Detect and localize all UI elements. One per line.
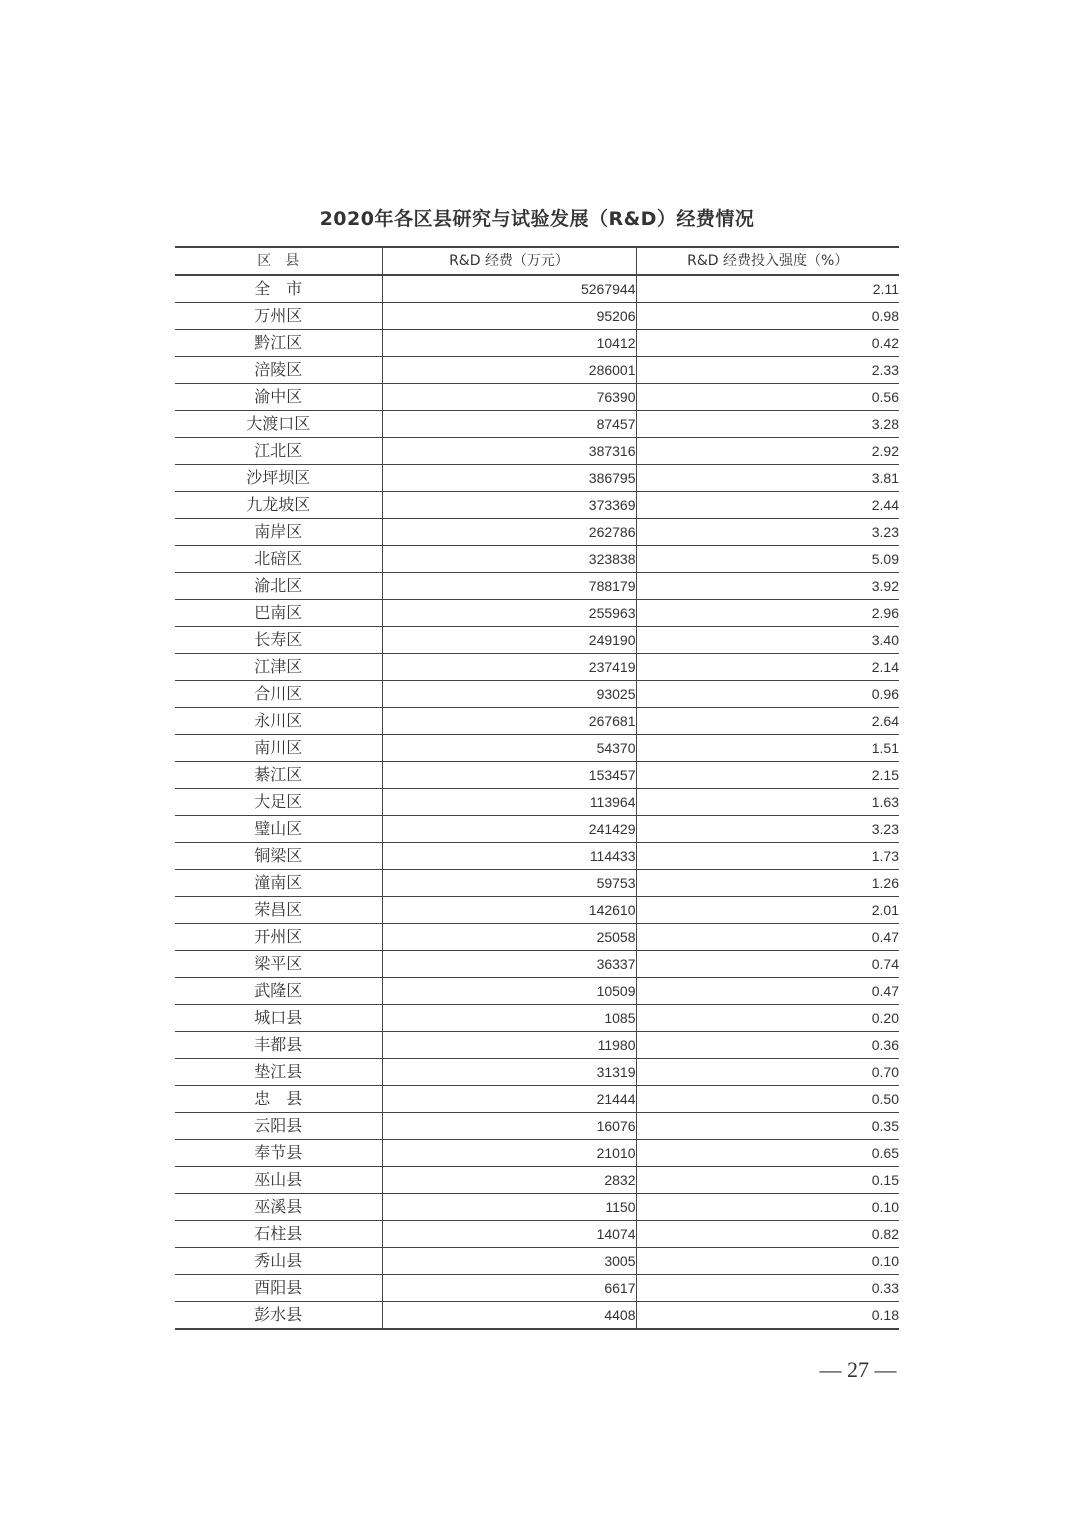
district-name-cell: 武隆区: [254, 981, 303, 1000]
table-row: [175, 519, 899, 546]
funding-cell: 31319: [382, 1059, 636, 1086]
funding-cell: 59753: [382, 870, 636, 897]
table-row: [175, 1302, 899, 1330]
table-row: [175, 465, 899, 492]
table-row: [175, 1086, 899, 1113]
intensity-cell: 0.10: [636, 1248, 899, 1275]
table-row: [175, 762, 899, 789]
funding-cell: 114433: [382, 843, 636, 870]
funding-cell: 387316: [382, 438, 636, 465]
table-row: [175, 897, 899, 924]
district-name-cell: 南岸区: [254, 522, 303, 541]
table-header-row: [175, 247, 899, 275]
intensity-cell: 0.36: [636, 1032, 899, 1059]
funding-cell: 87457: [382, 411, 636, 438]
table-row: [175, 870, 899, 897]
rd-funding-table: [175, 246, 899, 1330]
table-body: [175, 275, 899, 1329]
table-row: [175, 789, 899, 816]
column-header-intensity: R&D 经费投入强度（%）: [636, 247, 899, 275]
table-row: [175, 411, 899, 438]
district-name-cell: 九龙坡区: [246, 495, 311, 514]
intensity-cell: 0.33: [636, 1275, 899, 1302]
table-row: [175, 303, 899, 330]
table-row: [175, 1140, 899, 1167]
funding-cell: 113964: [382, 789, 636, 816]
table-row: [175, 573, 899, 600]
table-row: [175, 357, 899, 384]
funding-cell: 16076: [382, 1113, 636, 1140]
table-row: [175, 330, 899, 357]
funding-cell: 255963: [382, 600, 636, 627]
district-name-cell: 万州区: [254, 306, 303, 325]
table-row: [175, 275, 899, 303]
intensity-cell: 0.15: [636, 1167, 899, 1194]
district-name-cell: 沙坪坝区: [246, 468, 311, 487]
district-name-cell: 垫江县: [254, 1062, 303, 1081]
funding-cell: 153457: [382, 762, 636, 789]
table-row: [175, 816, 899, 843]
funding-cell: 3005: [382, 1248, 636, 1275]
funding-cell: 54370: [382, 735, 636, 762]
funding-cell: 14074: [382, 1221, 636, 1248]
table-row: [175, 600, 899, 627]
table-row: [175, 546, 899, 573]
intensity-cell: 0.50: [636, 1086, 899, 1113]
funding-cell: 262786: [382, 519, 636, 546]
table-row: [175, 492, 899, 519]
funding-cell: 93025: [382, 681, 636, 708]
intensity-cell: 0.18: [636, 1302, 899, 1330]
table-row: [175, 438, 899, 465]
table-row: [175, 1221, 899, 1248]
funding-cell: 237419: [382, 654, 636, 681]
funding-cell: 241429: [382, 816, 636, 843]
intensity-cell: 2.96: [636, 600, 899, 627]
table-row: [175, 951, 899, 978]
table-row: [175, 1032, 899, 1059]
intensity-cell: 1.63: [636, 789, 899, 816]
district-name-cell: 忠 县: [254, 1089, 303, 1108]
funding-cell: 323838: [382, 546, 636, 573]
intensity-cell: 0.10: [636, 1194, 899, 1221]
intensity-cell: 3.28: [636, 411, 899, 438]
district-name-cell: 梁平区: [254, 954, 303, 973]
funding-cell: 5267944: [382, 275, 636, 303]
district-name-cell: 江北区: [254, 441, 303, 460]
funding-cell: 1085: [382, 1005, 636, 1032]
table-row: [175, 1275, 899, 1302]
intensity-cell: 0.20: [636, 1005, 899, 1032]
intensity-cell: 2.33: [636, 357, 899, 384]
table-row: [175, 708, 899, 735]
table-title: 2020年各区县研究与试验发展（R&D）经费情况: [319, 208, 755, 230]
funding-cell: 267681: [382, 708, 636, 735]
funding-cell: 2832: [382, 1167, 636, 1194]
district-name-cell: 大足区: [254, 792, 303, 811]
district-name-cell: 潼南区: [254, 873, 303, 892]
district-name-cell: 永川区: [254, 711, 303, 730]
district-name-cell: 丰都县: [254, 1035, 303, 1054]
district-name-cell: 彭水县: [254, 1305, 303, 1324]
funding-cell: 1150: [382, 1194, 636, 1221]
district-name-cell: 南川区: [254, 738, 303, 757]
district-name-cell: 涪陵区: [254, 360, 303, 379]
district-name-cell: 大渡口区: [246, 414, 311, 433]
intensity-cell: 1.26: [636, 870, 899, 897]
district-name-cell: 綦江区: [254, 765, 303, 784]
intensity-cell: 3.23: [636, 519, 899, 546]
intensity-cell: 1.51: [636, 735, 899, 762]
funding-cell: 6617: [382, 1275, 636, 1302]
funding-cell: 4408: [382, 1302, 636, 1330]
page-number: — 27 —: [819, 1357, 897, 1382]
table-row: [175, 1113, 899, 1140]
district-name-cell: 合川区: [254, 684, 303, 703]
table-row: [175, 1059, 899, 1086]
intensity-cell: 0.35: [636, 1113, 899, 1140]
intensity-cell: 2.01: [636, 897, 899, 924]
table-row: [175, 978, 899, 1005]
intensity-cell: 0.74: [636, 951, 899, 978]
intensity-cell: 2.14: [636, 654, 899, 681]
intensity-cell: 2.44: [636, 492, 899, 519]
funding-cell: 373369: [382, 492, 636, 519]
district-name-cell: 城口县: [254, 1008, 303, 1027]
funding-cell: 286001: [382, 357, 636, 384]
table-row: [175, 735, 899, 762]
district-name-cell: 全 市: [254, 279, 303, 298]
district-name-cell: 北碚区: [254, 549, 303, 568]
intensity-cell: 3.23: [636, 816, 899, 843]
intensity-cell: 2.92: [636, 438, 899, 465]
district-name-cell: 铜梁区: [254, 846, 303, 865]
district-name-cell: 巫溪县: [254, 1197, 303, 1216]
district-name-cell: 巴南区: [254, 603, 303, 622]
district-name-cell: 云阳县: [254, 1116, 303, 1135]
table-row: [175, 1167, 899, 1194]
district-name-cell: 长寿区: [254, 630, 303, 649]
table-row: [175, 627, 899, 654]
district-name-cell: 渝中区: [254, 387, 303, 406]
district-name-cell: 璧山区: [254, 819, 303, 838]
funding-cell: 142610: [382, 897, 636, 924]
table-row: [175, 1194, 899, 1221]
intensity-cell: 0.47: [636, 924, 899, 951]
funding-cell: 21444: [382, 1086, 636, 1113]
intensity-cell: 0.42: [636, 330, 899, 357]
funding-cell: 788179: [382, 573, 636, 600]
funding-cell: 95206: [382, 303, 636, 330]
intensity-cell: 2.15: [636, 762, 899, 789]
intensity-cell: 0.82: [636, 1221, 899, 1248]
intensity-cell: 0.65: [636, 1140, 899, 1167]
table-row: [175, 1248, 899, 1275]
funding-cell: 386795: [382, 465, 636, 492]
table-row: [175, 384, 899, 411]
column-header-funding: R&D 经费（万元）: [382, 247, 636, 275]
district-name-cell: 巫山县: [254, 1170, 303, 1189]
column-header-district: 区 县: [257, 253, 300, 269]
funding-cell: 36337: [382, 951, 636, 978]
table-row: [175, 681, 899, 708]
intensity-cell: 1.73: [636, 843, 899, 870]
table-row: [175, 843, 899, 870]
funding-cell: 11980: [382, 1032, 636, 1059]
district-name-cell: 荣昌区: [254, 900, 303, 919]
intensity-cell: 2.11: [636, 275, 899, 303]
intensity-cell: 3.40: [636, 627, 899, 654]
intensity-cell: 0.70: [636, 1059, 899, 1086]
funding-cell: 10412: [382, 330, 636, 357]
district-name-cell: 奉节县: [254, 1143, 303, 1162]
intensity-cell: 3.81: [636, 465, 899, 492]
intensity-cell: 5.09: [636, 546, 899, 573]
table-row: [175, 654, 899, 681]
intensity-cell: 3.92: [636, 573, 899, 600]
intensity-cell: 0.96: [636, 681, 899, 708]
intensity-cell: 0.47: [636, 978, 899, 1005]
intensity-cell: 2.64: [636, 708, 899, 735]
funding-cell: 249190: [382, 627, 636, 654]
district-name-cell: 渝北区: [254, 576, 303, 595]
district-name-cell: 黔江区: [254, 333, 303, 352]
funding-cell: 21010: [382, 1140, 636, 1167]
table-row: [175, 1005, 899, 1032]
district-name-cell: 石柱县: [254, 1224, 303, 1243]
intensity-cell: 0.56: [636, 384, 899, 411]
district-name-cell: 酉阳县: [254, 1278, 303, 1297]
district-name-cell: 江津区: [254, 657, 303, 676]
district-name-cell: 秀山县: [254, 1251, 303, 1270]
funding-cell: 25058: [382, 924, 636, 951]
district-name-cell: 开州区: [254, 927, 303, 946]
table-row: [175, 924, 899, 951]
funding-cell: 10509: [382, 978, 636, 1005]
funding-cell: 76390: [382, 384, 636, 411]
intensity-cell: 0.98: [636, 303, 899, 330]
